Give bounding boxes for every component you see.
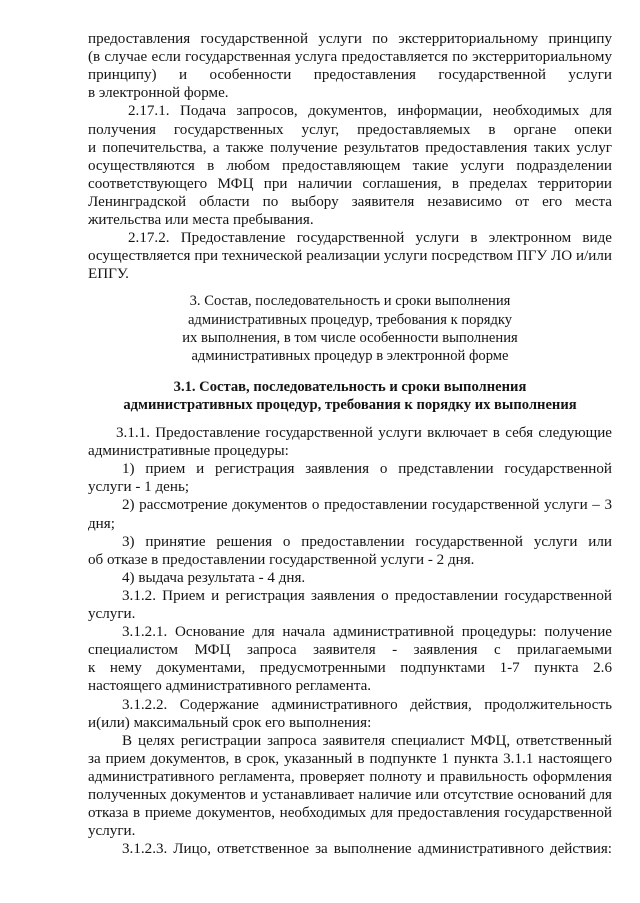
list-item-1: 1) прием и регистрация заявления о представлении государственной: [122, 461, 612, 478]
text-line: дня;: [88, 515, 115, 532]
paragraph-3-1-2-2-start: 3.1.2.2. Содержание административного действия, продолжительность: [122, 696, 612, 713]
text-line: полученных документов и устанавливает наличие или отсутствие оснований для: [88, 787, 612, 803]
list-item-4: 4) выдача результата - 4 дня.: [122, 569, 306, 586]
text-line: Ленинградской области по выбору заявителя независимо от его места: [88, 193, 612, 210]
text-line: и(или) максимальный срок его выполнения:: [88, 714, 372, 731]
text-line: и попечительства, а также получение результатов предоставления таких услуг: [88, 139, 612, 156]
text-line: административные процедуры:: [88, 443, 289, 460]
list-item-2: 2) рассмотрение документов о предоставлении государственной услуги – 3: [122, 497, 612, 514]
list-item-3: 3) принятие решения о предоставлении государственной услуги или: [122, 533, 612, 550]
text-line: за прием документов, в срок, указанный в подпункте 1 пункта 3.1.1 настоящего: [88, 750, 612, 767]
section-3-heading: административных процедур в электронной форме: [191, 347, 509, 364]
paragraph-3-1-2-3-start: 3.1.2.3. Лицо, ответственное за выполнение административного действия:: [122, 841, 612, 858]
section-3-heading: 3. Состав, последовательность и сроки выполнения: [189, 293, 511, 310]
text-line: получения государственных услуг, предоставляемых в органе опеки: [88, 121, 612, 138]
text-line: к нему документами, предусмотренными подпунктами 1-7 пункта 2.6: [88, 660, 612, 677]
text-line: соответствующего МФЦ при наличии соглашения, в пределах территории: [88, 175, 612, 192]
paragraph-3-1-1-start: 3.1.1. Предоставление государственной услуги включает в себя следующие: [116, 425, 612, 441]
text-line: в электронной форме.: [88, 85, 229, 102]
section-3-1-heading: административных процедур, требования к порядку их выполнения: [123, 396, 577, 413]
text-line: осуществляется при технической реализации услуги посредством ПГУ ЛО и/или: [88, 248, 612, 265]
text-line: административного регламента, проверяет полноту и правильность оформления: [88, 768, 612, 785]
text-line: специалистом МФЦ запроса заявителя - заявления с прилагаемыми: [88, 642, 612, 659]
text-line: услуги - 1 день;: [88, 479, 190, 496]
paragraph-2-17-2-start: 2.17.2. Предоставление государственной услуги в электронном виде: [128, 230, 612, 247]
text-line: осуществляются в любом предоставляющем такие услуги подразделении: [88, 157, 612, 174]
text-line: отказа в приеме документов, необходимых для предоставления государственной: [88, 805, 612, 822]
section-3-heading: административных процедур, требования к порядку: [187, 311, 513, 328]
text-line: принципу) и особенности предоставления государственной услуги: [88, 67, 612, 84]
section-3-1-heading: 3.1. Состав, последовательность и сроки выполнения: [173, 378, 527, 395]
text-line: настоящего административного регламента.: [88, 678, 372, 695]
text-line: об отказе в предоставлении государственной услуги - 2 дня.: [88, 551, 475, 568]
paragraph-registration-start: В целях регистрации запроса заявителя специалист МФЦ, ответственный: [122, 732, 612, 749]
text-line: услуги.: [88, 823, 136, 840]
paragraph-3-1-2-1-start: 3.1.2.1. Основание для начала административной процедуры: получение: [122, 624, 612, 641]
paragraph-2-17-1-start: 2.17.1. Подача запросов, документов, информации, необходимых для: [128, 103, 612, 120]
paragraph-3-1-2-start: 3.1.2. Прием и регистрация заявления о предоставлении государственной: [122, 587, 612, 604]
text-line: услуги.: [88, 606, 136, 622]
text-line: (в случае если государственная услуга предоставляется по экстерриториальному: [88, 49, 612, 66]
section-3-heading: их выполнения, в том числе особенности выполнения: [182, 329, 518, 346]
text-line: ЕПГУ.: [88, 266, 129, 283]
text-line: предоставления государственной услуги по экстерриториальному принципу: [88, 31, 612, 47]
text-line: жительства или места пребывания.: [88, 212, 314, 228]
